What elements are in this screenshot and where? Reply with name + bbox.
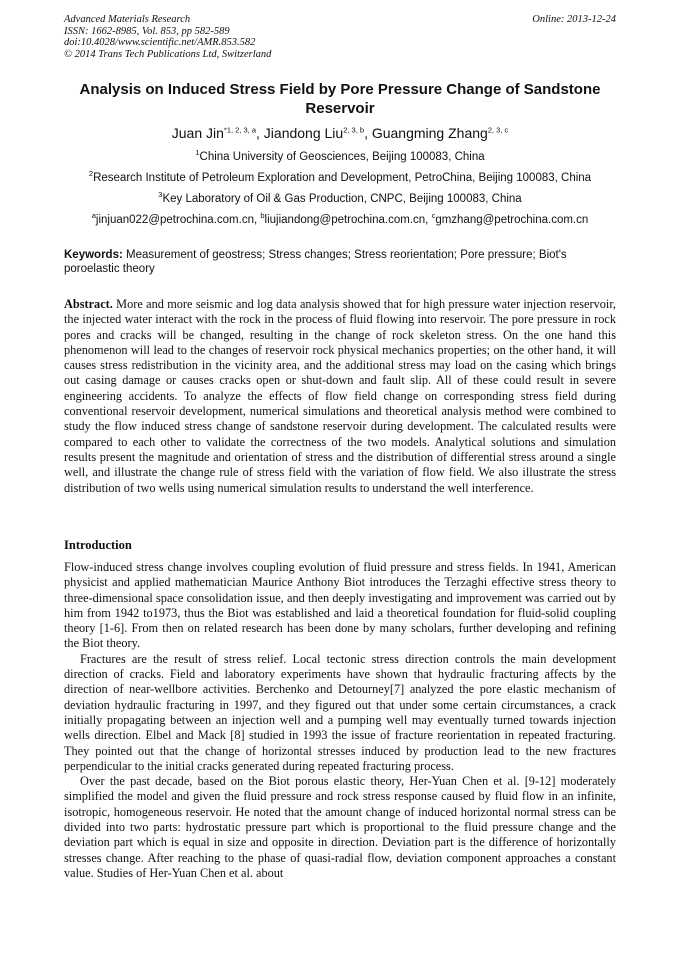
email-link[interactable]: liujiandong@petrochina.com.cn, xyxy=(264,214,432,226)
email-link[interactable]: gmzhang@petrochina.com.cn xyxy=(435,214,589,226)
keywords-label: Keywords: xyxy=(64,249,123,261)
online-date: Online: 2013-12-24 xyxy=(532,14,616,25)
paper-title: Analysis on Induced Stress Field by Pore Pressure Change of Sandstone Reservoir xyxy=(79,81,601,117)
journal-name: Advanced Materials Research xyxy=(64,14,191,25)
author-sup: 2, 3, c xyxy=(487,125,509,135)
issn-line: ISSN: 1662-8985, Vol. 853, pp 582-589 xyxy=(64,25,230,37)
author-name: Jiandong Liu xyxy=(263,125,344,141)
paragraph: Over the past decade, based on the Biot porous elastic theory, Her-Yuan Chen et al. [9-12] moderately simplified the model and given the fluid pressure and rock stress response caused by fluid flow in an infinite, isotropic, homogeneous reservoir. He noted that the amount change of induced horizontal normal stress can be divided into two parts: hydrostatic pressure part which is proportional to the fluid pressure change and the deviation part which is equal in size and opposite in direction. Deviation part is the difference of horizontally stresses change. After reaching to the phase of quasi-radial flow, deviation component approaches a constant value. Studies of Her-Yuan Chen et al. about xyxy=(64,774,616,880)
author-sup: *1, 2, 3, a xyxy=(223,125,257,135)
author-sup: 2, 3, b xyxy=(343,125,365,135)
affiliation-2 xyxy=(58,171,622,185)
introduction-body xyxy=(64,560,616,881)
email-line xyxy=(58,213,622,227)
email-sup: a xyxy=(91,211,96,221)
affiliation-sup: 2 xyxy=(88,169,94,179)
email-sup: b xyxy=(260,211,265,221)
section-heading: Introduction xyxy=(64,538,132,552)
affiliation-text: Key Laboratory of Oil & Gas Production, CNPC, Beijing 100083, China xyxy=(162,193,522,205)
doi-line[interactable]: doi:10.4028/www.scientific.net/AMR.853.582 xyxy=(64,37,256,48)
affiliation-1 xyxy=(58,150,622,164)
email-link[interactable]: jinjuan022@petrochina.com.cn, xyxy=(95,214,261,226)
email-sup: c xyxy=(431,211,436,221)
author-name: Juan Jin xyxy=(171,125,224,141)
abstract xyxy=(64,297,616,496)
paragraph: Flow-induced stress change involves coupling evolution of fluid pressure and stress fields. In 1941, American physicist and applied mathematician Maurice Anthony Biot introduces the Terzaghi effective stress theory to three-dimensional space consolidation issue, and then deeply investigating and improvement was carried out by him from 1942 to1973, thus the Biot was established and laid a theoretical foundation for fluid-solid coupling theory [1-6]. From then on related research has been done by many scholars, further developing and refining the Biot theory. xyxy=(64,560,616,651)
abstract-text: More and more seismic and log data analysis showed that for high pressure water injection reservoir, the injected water interact with the rock in the process of fluid flowing into reservoir. The pore pressure in rock pores and cracks will be changed, resulting in the change of rock skeleton stress. On the one hand this phenomenon will lead to the changes of reservoir rock physical mechanics properties; on the other hand, it will causes stress redistribution in the vicinity area, and the additional stress may load on the casing which brings out casing damage or causes cracks open or shut-down and fault slip. All of these could result in severe engineering accidents. To analyze the effects of flow field change on corresponding stress field during conventional reservoir development, numerical simulations and theoretical analysis method were combined to study the flow induced stress change of sandstone reservoir during development. The calculated results were compared to each other to validate the correctness of the two models. Analytical solutions and simulation results present the magnitude and orientation of stress and the distribution of differential stress around a single well, and illustrate the change rule of stress field with the variation of flow field. We also illustrate the stress distribution of two wells using numerical simulation results to understand the well interference. xyxy=(64,297,616,495)
copyright-line: © 2014 Trans Tech Publications Ltd, Switzerland xyxy=(64,48,272,60)
affiliation-sup: 3 xyxy=(158,190,163,200)
paragraph: Fractures are the result of stress relief. Local tectonic stress direction controls the main development direction of cracks. Field and laboratory experiments have shown that hydraulic fracturing affects by the direction of near-wellbore activities. Berchenko and Detourney[7] analyzed the pore elastic mechanism of deviation hydraulic fracturing in 1997, and they figured out that under some certain circumstances, a crack initially propagating between an injection well and a pumping well may eventually turned towards injection wells direction. Elbel and Mack [8] studied in 1993 the issue of fracture reorientation in repeated fracturing. They pointed out that the change of horizontal stresses induced by production lead to the new fractures perpendicular to the initial cracks generated during repeated fracturing process. xyxy=(64,651,616,773)
abstract-label: Abstract. xyxy=(64,297,113,311)
journal-header xyxy=(64,14,616,60)
affiliation-text: China University of Geosciences, Beijing 100083, China xyxy=(199,151,485,163)
affiliation-3 xyxy=(58,192,622,206)
author-name: Guangming Zhang xyxy=(371,125,488,141)
keywords-text: Measurement of geostress; Stress changes; Stress reorientation; Pore pressure; Biot's poroelastic theory xyxy=(64,249,567,275)
affiliation-sup: 1 xyxy=(195,148,200,158)
author-list: Juan Jin$^{*1, 2, 3, a}$, Jiandong Liu$^{2, 3, b}$, Guangming Zhang$^{2, 3, c}$ xyxy=(171,125,509,141)
affiliation-text: Research Institute of Petroleum Exploration and Development, PetroChina, Beijing 100083, China xyxy=(93,172,592,184)
keywords xyxy=(64,248,616,276)
